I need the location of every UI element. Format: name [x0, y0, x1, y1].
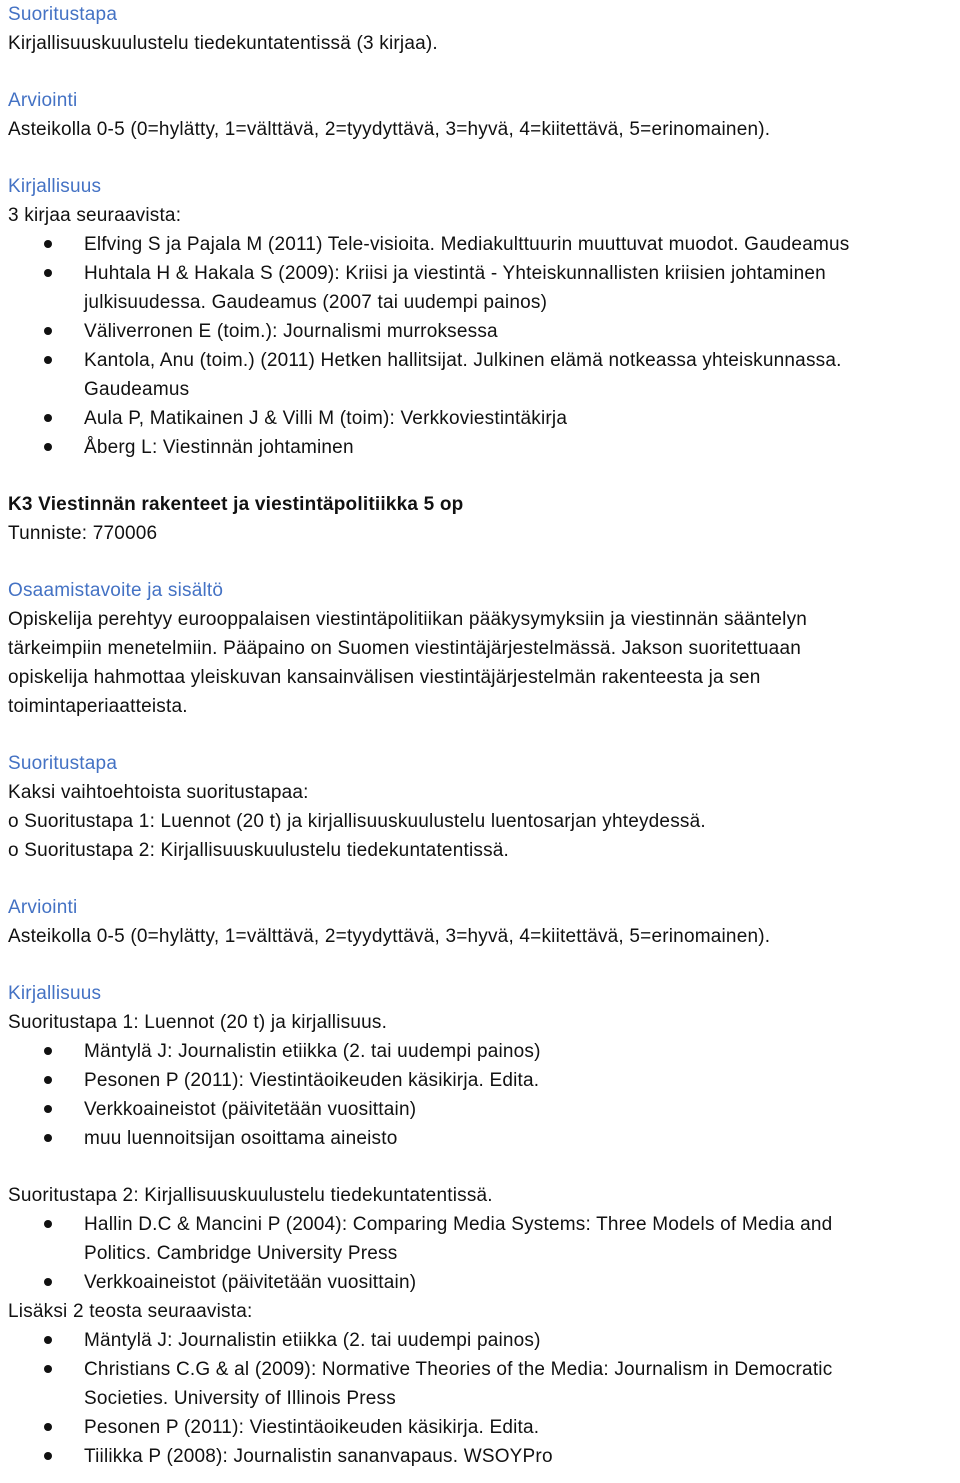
- book-list: [8, 230, 952, 462]
- arviointi-heading: Arviointi: [8, 897, 78, 918]
- list-item: Tiilikka P (2008): Journalistin sananvapaus. WSOYPro: [8, 1442, 952, 1471]
- suoritustapa-heading: Suoritustapa: [8, 4, 118, 25]
- list-item: Åberg L: Viestinnän johtaminen: [8, 433, 952, 462]
- kirjallisuus-intro: 3 kirjaa seuraavista:: [8, 205, 182, 226]
- list-item: Aula P, Matikainen J & Villi M (toim): Verkkoviestintäkirja: [8, 404, 952, 433]
- bullet-icon: [44, 1336, 52, 1344]
- course-title: K3 Viestinnän rakenteet ja viestintäpolitiikka 5 op: [8, 494, 464, 515]
- bullet-icon: [44, 1365, 52, 1373]
- arviointi-text: Asteikolla 0-5 (0=hylätty, 1=välttävä, 2=tyydyttävä, 3=hyvä, 4=kiitettävä, 5=erinomainen).: [8, 119, 771, 140]
- book-list: [8, 1210, 952, 1297]
- list-item: Väliverronen E (toim.): Journalismi murroksessa: [8, 317, 952, 346]
- paragraph-line: opiskelija hahmottaa yleiskuvan kansainvälisen viestintäjärjestelmän rakenteesta ja sen: [8, 667, 761, 688]
- bullet-icon: [44, 356, 52, 364]
- bullet-icon: [44, 443, 52, 451]
- suoritustapa-heading: Suoritustapa: [8, 753, 118, 774]
- book-list: [8, 1326, 952, 1471]
- list-item: Huhtala H & Hakala S (2009): Kriisi ja viestintä - Yhteiskunnallisten kriisien johtaminen julkisuudessa. Gaudeamus (2007 tai uudempi painos): [8, 259, 952, 317]
- bullet-icon: [44, 1134, 52, 1142]
- list-item: Hallin D.C & Mancini P (2004): Comparing Media Systems: Three Models of Media and Politics. Cambridge University Press: [8, 1210, 952, 1268]
- bullet-icon: [44, 240, 52, 248]
- osaamistavoite-heading: Osaamistavoite ja sisältö: [8, 580, 224, 601]
- paragraph-line: Opiskelija perehtyy eurooppalaisen viestintäpolitiikan pääkysymyksiin ja viestinnän sääntelyn: [8, 609, 808, 630]
- bullet-icon: [44, 1423, 52, 1431]
- paragraph-line: Suoritustapa 2: Kirjallisuuskuulustelu tiedekuntatentissä.: [8, 1185, 493, 1206]
- bullet-icon: [44, 1278, 52, 1286]
- bullet-icon: [44, 1105, 52, 1113]
- list-item: Mäntylä J: Journalistin etiikka (2. tai uudempi painos): [8, 1037, 952, 1066]
- list-item: Mäntylä J: Journalistin etiikka (2. tai uudempi painos): [8, 1326, 952, 1355]
- bullet-icon: [44, 1452, 52, 1460]
- course-id: Tunniste: 770006: [8, 523, 158, 544]
- bullet-icon: [44, 1076, 52, 1084]
- list-item: Pesonen P (2011): Viestintäoikeuden käsikirja. Edita.: [8, 1413, 952, 1442]
- bullet-icon: [44, 1220, 52, 1228]
- list-item: Verkkoaineistot (päivitetään vuosittain): [8, 1268, 952, 1297]
- list-item: Kantola, Anu (toim.) (2011) Hetken hallitsijat. Julkinen elämä notkeassa yhteiskunnassa. Gaudeamus: [8, 346, 952, 404]
- arviointi-text: Asteikolla 0-5 (0=hylätty, 1=välttävä, 2=tyydyttävä, 3=hyvä, 4=kiitettävä, 5=erinomainen).: [8, 926, 771, 947]
- arviointi-heading: Arviointi: [8, 90, 78, 111]
- list-item: muu luennoitsijan osoittama aineisto: [8, 1124, 952, 1153]
- book-list: [8, 1037, 952, 1153]
- list-item: Elfving S ja Pajala M (2011) Tele-visioita. Mediakulttuurin muuttuvat muodot. Gaudeamus: [8, 230, 952, 259]
- bullet-icon: [44, 327, 52, 335]
- paragraph-line: toimintaperiaatteista.: [8, 696, 188, 717]
- paragraph-line: Lisäksi 2 teosta seuraavista:: [8, 1301, 253, 1322]
- kirjallisuus-heading: Kirjallisuus: [8, 176, 102, 197]
- paragraph-line: o Suoritustapa 2: Kirjallisuuskuulustelu tiedekuntatentissä.: [8, 840, 510, 861]
- list-item: Verkkoaineistot (päivitetään vuosittain): [8, 1095, 952, 1124]
- kirjallisuus-heading: Kirjallisuus: [8, 983, 102, 1004]
- list-item: Pesonen P (2011): Viestintäoikeuden käsikirja. Edita.: [8, 1066, 952, 1095]
- suoritustapa-text: Kirjallisuuskuulustelu tiedekuntatentissä (3 kirjaa).: [8, 33, 438, 54]
- paragraph-line: Suoritustapa 1: Luennot (20 t) ja kirjallisuus.: [8, 1012, 388, 1033]
- bullet-icon: [44, 269, 52, 277]
- bullet-icon: [44, 414, 52, 422]
- paragraph-line: Kaksi vaihtoehtoista suoritustapaa:: [8, 782, 309, 803]
- bullet-icon: [44, 1047, 52, 1055]
- paragraph-line: o Suoritustapa 1: Luennot (20 t) ja kirjallisuuskuulustelu luentosarjan yhteydessä.: [8, 811, 706, 832]
- list-item: Christians C.G & al (2009): Normative Theories of the Media: Journalism in Democratic Societies. University of Illinois Press: [8, 1355, 952, 1413]
- paragraph-line: tärkeimpiin menetelmiin. Pääpaino on Suomen viestintäjärjestelmässä. Jakson suoritettuaan: [8, 638, 801, 659]
